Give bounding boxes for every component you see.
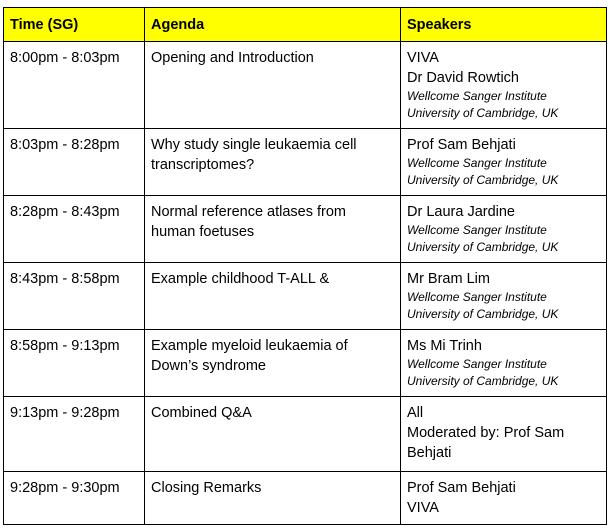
time-cell: 8:28pm - 8:43pm	[4, 196, 145, 263]
speaker-affiliation: Wellcome Sanger Institute	[407, 357, 547, 371]
agenda-table	[3, 7, 607, 525]
speaker-name: Prof Sam Behjati	[407, 137, 516, 153]
speaker-name: Dr David Rowtich	[407, 70, 519, 86]
agenda-cell: Closing Remarks	[145, 472, 401, 525]
speakers-cell	[401, 397, 607, 472]
speaker-name: Dr Laura Jardine	[407, 204, 515, 220]
agenda-header: Agenda	[145, 8, 401, 42]
speakers-cell	[401, 129, 607, 196]
agenda-body	[4, 42, 607, 525]
speakers-cell	[401, 196, 607, 263]
speakers-cell	[401, 330, 607, 397]
speaker-affiliation: University of Cambridge, UK	[407, 106, 559, 120]
speaker-affiliation: University of Cambridge, UK	[407, 374, 559, 388]
table-row	[4, 129, 607, 196]
speaker-name: VIVA	[407, 50, 439, 66]
speaker-name: Ms Mi Trinh	[407, 338, 482, 354]
agenda-cell: Opening and Introduction	[145, 42, 401, 129]
speaker-name: Moderated by: Prof Sam Behjati	[407, 425, 565, 461]
agenda-cell: Example myeloid leukaemia of Down’s syndrome	[145, 330, 401, 397]
time-cell: 9:28pm - 9:30pm	[4, 472, 145, 525]
time-cell: 8:58pm - 9:13pm	[4, 330, 145, 397]
agenda-cell: Why study single leukaemia cell transcriptomes?	[145, 129, 401, 196]
speakers-cell	[401, 42, 607, 129]
speaker-affiliation: University of Cambridge, UK	[407, 240, 559, 254]
speaker-affiliation: Wellcome Sanger Institute	[407, 223, 547, 237]
time-header: Time (SG)	[4, 8, 145, 42]
table-row	[4, 330, 607, 397]
speaker-affiliation: University of Cambridge, UK	[407, 307, 559, 321]
time-cell: 9:13pm - 9:28pm	[4, 397, 145, 472]
table-row	[4, 397, 607, 472]
speaker-name: Prof Sam Behjati	[407, 480, 516, 496]
time-cell: 8:00pm - 8:03pm	[4, 42, 145, 129]
speaker-affiliation: Wellcome Sanger Institute	[407, 89, 547, 103]
speaker-affiliation: Wellcome Sanger Institute	[407, 290, 547, 304]
table-row	[4, 42, 607, 129]
agenda-cell: Example childhood T-ALL &	[145, 263, 401, 330]
time-cell: 8:03pm - 8:28pm	[4, 129, 145, 196]
table-row	[4, 472, 607, 525]
header-row	[4, 8, 607, 42]
speakers-cell	[401, 472, 607, 525]
speaker-name: All	[407, 405, 424, 421]
table-row	[4, 196, 607, 263]
agenda-cell: Combined Q&A	[145, 397, 401, 472]
speaker-name: Mr Bram Lim	[407, 271, 490, 287]
table-row	[4, 263, 607, 330]
speakers-cell	[401, 263, 607, 330]
time-cell: 8:43pm - 8:58pm	[4, 263, 145, 330]
speaker-affiliation: Wellcome Sanger Institute	[407, 156, 547, 170]
speakers-header: Speakers	[401, 8, 607, 42]
speaker-name: VIVA	[407, 500, 439, 516]
speaker-affiliation: University of Cambridge, UK	[407, 173, 559, 187]
agenda-cell: Normal reference atlases from human foetuses	[145, 196, 401, 263]
